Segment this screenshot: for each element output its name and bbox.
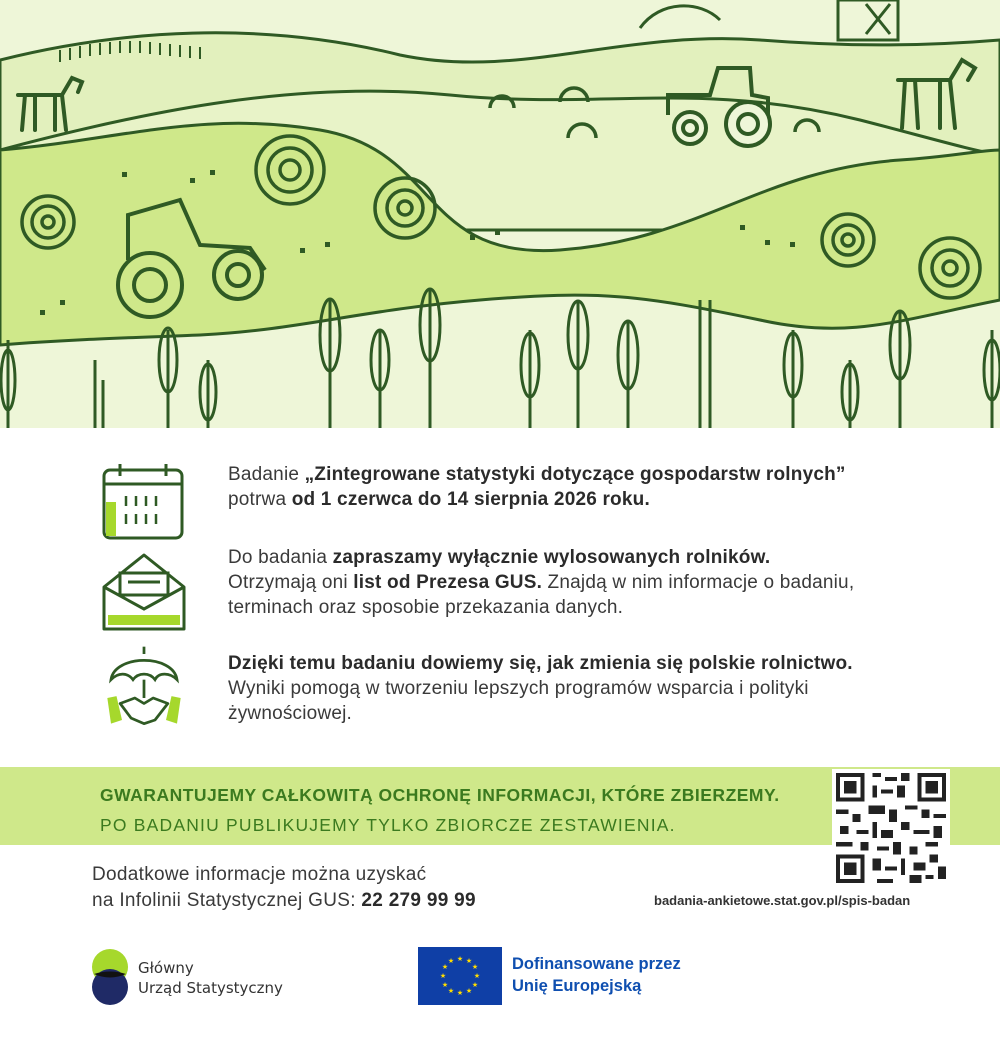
- hotline-number[interactable]: 22 279 99 99: [361, 890, 476, 911]
- svg-text:★: ★: [447, 987, 455, 995]
- svg-text:★: ★: [473, 972, 481, 980]
- umbrella-handshake-icon: [100, 643, 188, 731]
- svg-text:★: ★: [441, 981, 449, 989]
- svg-text:★: ★: [456, 989, 464, 997]
- gus-logo-icon: [90, 947, 130, 1007]
- svg-text:★: ★: [439, 972, 447, 980]
- svg-text:★: ★: [456, 955, 464, 963]
- farm-illustration: [0, 0, 1000, 428]
- survey-url-link[interactable]: badania-ankietowe.stat.gov.pl/spis-badan: [654, 893, 911, 908]
- contact-info: Dodatkowe informacje można uzyskać na Infolinii Statystycznej GUS: 22 279 99 99: [92, 864, 476, 911]
- guarantee-headline: GWARANTUJEMY CAŁKOWITĄ OCHRONĘ INFORMACJI, KTÓRE ZBIERZEMY.: [100, 785, 780, 805]
- info-text-invitation: Do badania zapraszamy wyłącznie wylosowanych rolników. Otrzymają oni list od Prezesa GUS. Znajdą w nim informacje o badaniu, terminach oraz sposobie przekazania danych.: [228, 547, 855, 618]
- gus-logo-text: Główny Urząd Statystyczny: [138, 959, 283, 997]
- info-text-dates: Badanie „Zintegrowane statystyki dotyczące gospodarstw rolnych” potrwa od 1 czerwca do 14 sierpnia 2026 roku.: [228, 464, 846, 510]
- svg-text:★: ★: [465, 987, 473, 995]
- svg-text:★: ★: [465, 957, 473, 965]
- info-text-purpose: Dzięki temu badaniu dowiemy się, jak zmienia się polskie rolnictwo. Wyniki pomogą w tworzeniu lepszych programów wsparcia i polityki żywnościowej.: [228, 653, 853, 724]
- svg-text:★: ★: [441, 963, 449, 971]
- svg-text:★: ★: [447, 957, 455, 965]
- calendar-icon: [100, 462, 188, 550]
- guarantee-subline: PO BADANIU PUBLIKUJEMY TYLKO ZBIORCZE ZESTAWIENIA.: [100, 815, 676, 835]
- eu-flag-icon: [418, 947, 502, 1005]
- qr-code-icon[interactable]: [832, 769, 950, 887]
- svg-text:★: ★: [471, 981, 479, 989]
- svg-text:★: ★: [471, 963, 479, 971]
- envelope-icon: [100, 549, 188, 637]
- eu-funding-text: Dofinansowane przez Unię Europejską: [512, 955, 681, 995]
